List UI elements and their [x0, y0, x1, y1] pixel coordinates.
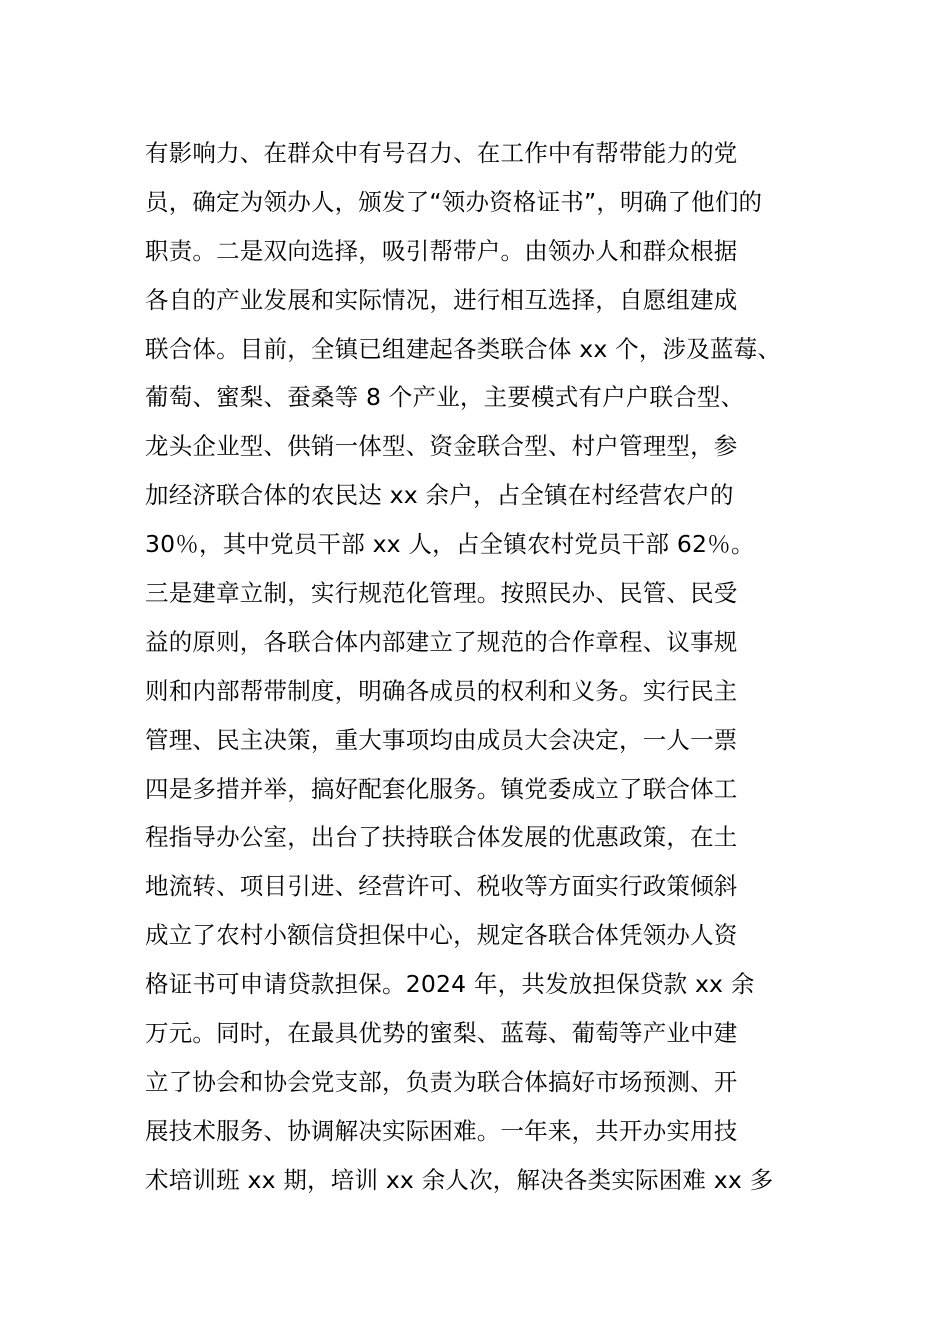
text-line: 地流转、项目引进、经营许可、税收等方面实行政策倾斜: [145, 872, 738, 901]
text-line: 益的原则，各联合体内部建立了规范的合作章程、议事规: [145, 627, 738, 656]
text-line: 职责。二是双向选择，吸引帮带户。由领办人和群众根据: [145, 236, 738, 265]
text-line: 则和内部帮带制度，明确各成员的权利和义务。实行民主: [145, 676, 738, 705]
text-line: 展技术服务、协调解决实际困难。一年来，共开办实用技: [145, 1116, 738, 1145]
text-line: 葡萄、蜜梨、蚕桑等 8 个产业，主要模式有户户联合型、: [145, 383, 745, 412]
text-line: 各自的产业发展和实际情况，进行相互选择，自愿组建成: [145, 285, 738, 314]
text-line: 员，确定为领办人，颁发了“领办资格证书”，明确了他们的: [145, 187, 763, 216]
text-line: 管理、民主决策，重大事项均由成员大会决定，一人一票: [145, 725, 738, 754]
text-line: 术培训班 xx 期，培训 xx 余人次，解决各类实际困难 xx 多: [145, 1165, 774, 1194]
text-line: 四是多措并举，搞好配套化服务。镇党委成立了联合体工: [145, 774, 738, 803]
text-line: 加经济联合体的农民达 xx 余户，占全镇在村经营农户的: [145, 481, 734, 510]
text-line: 联合体。目前，全镇已组建起各类联合体 xx 个，涉及蓝莓、: [145, 334, 782, 363]
text-line: 有影响力、在群众中有号召力、在工作中有帮带能力的党: [145, 139, 738, 167]
text-line: 成立了农村小额信贷担保中心，规定各联合体凭领办人资: [145, 921, 738, 950]
text-line: 立了协会和协会党支部，负责为联合体搞好市场预测、开: [145, 1067, 738, 1096]
text-line: 龙头企业型、供销一体型、资金联合型、村户管理型，参: [145, 432, 738, 461]
text-line: 格证书可申请贷款担保。2024 年，共发放担保贷款 xx 余: [145, 970, 755, 999]
text-line: 万元。同时，在最具优势的蜜梨、蓝莓、葡萄等产业中建: [145, 1019, 738, 1048]
text-line: 30％，其中党员干部 xx 人，占全镇农村党员干部 62％。: [145, 530, 755, 559]
text-line: 三是建章立制，实行规范化管理。按照民办、民管、民受: [145, 579, 738, 608]
body-text: [145, 129, 865, 1205]
text-line: 程指导办公室，出台了扶持联合体发展的优惠政策，在土: [145, 823, 738, 852]
